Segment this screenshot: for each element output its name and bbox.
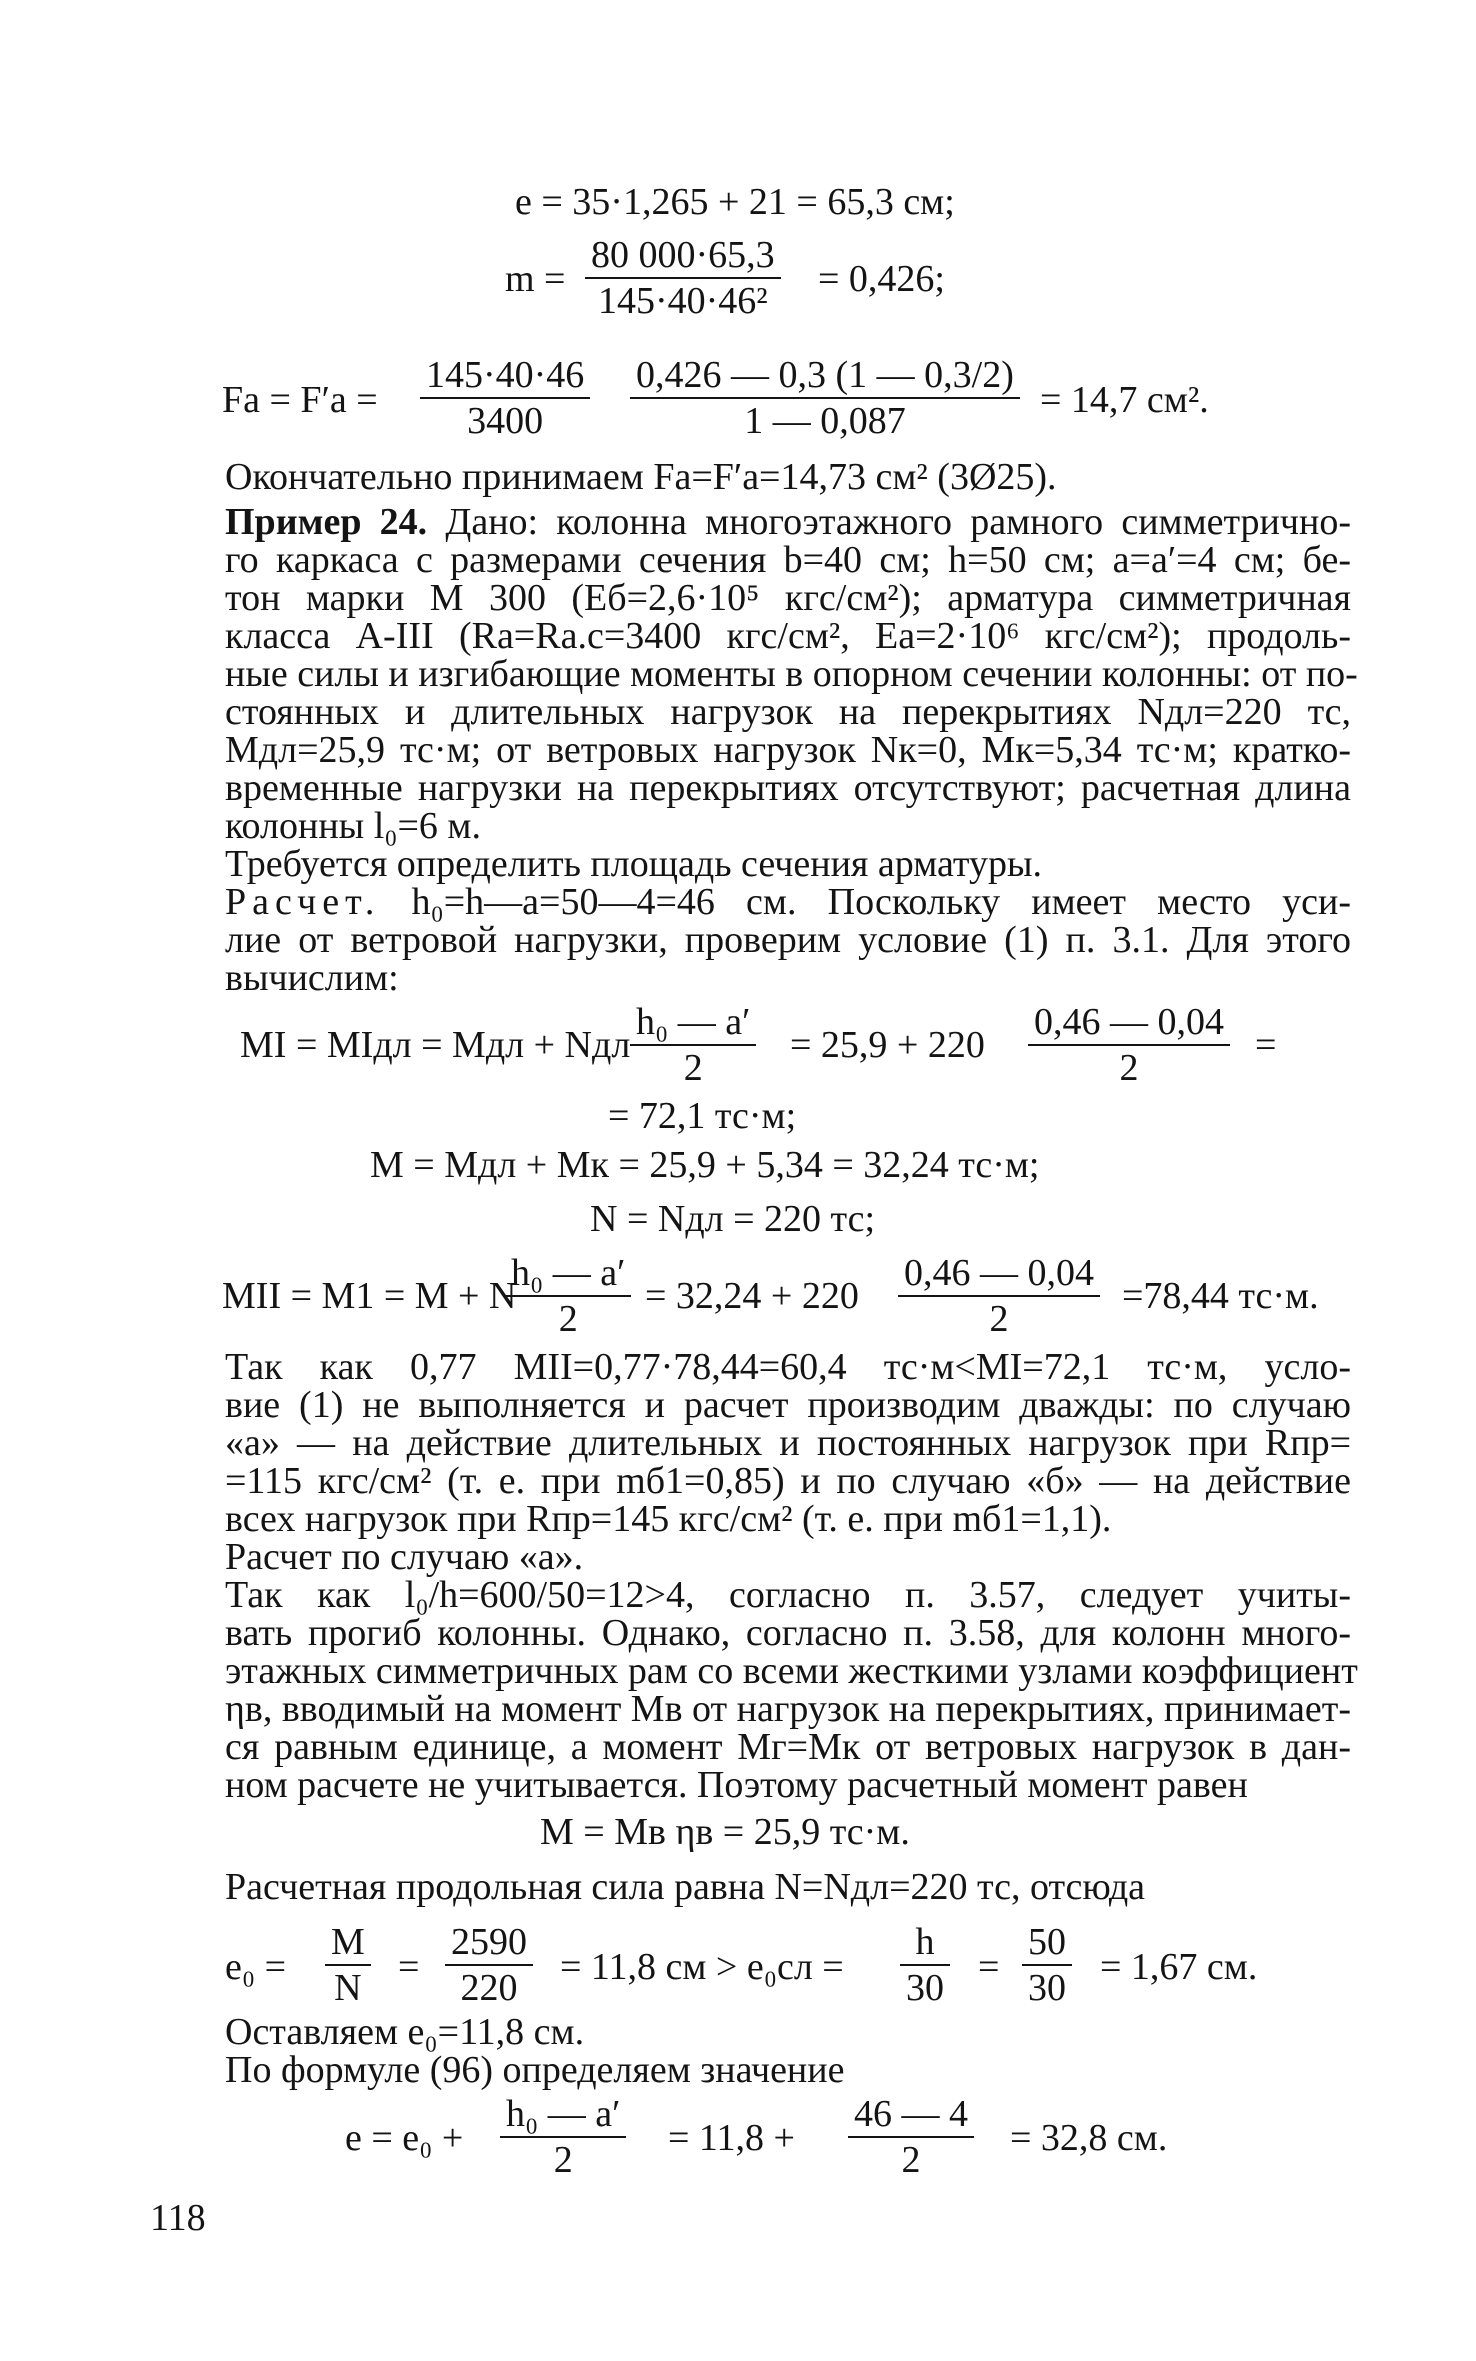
formula-e-final-numerator-2: 46 — 4: [848, 2092, 974, 2138]
keep-line: Оставляем e₀=11,8 см.: [225, 2011, 585, 2053]
formula-mii-denominator-1: 2: [558, 1298, 578, 1340]
formula-mi-result: = 72,1 тс·м;: [608, 1095, 797, 1137]
formula-mii-lhs: MII = M1 = M + N: [222, 1275, 517, 1317]
formula-fa-numerator-2: 0,426 — 0,3 (1 — 0,3/2): [630, 353, 1020, 399]
formula-mii-denominator-2: 2: [989, 1298, 1009, 1340]
formula-e-final-denominator-1: 2: [553, 2139, 573, 2181]
calc-line-0: h₀=h—a=50—4=46 см. Поскольку имеет место уси-: [411, 881, 1351, 923]
formula-e0-lhs: e₀ =: [225, 1946, 287, 1988]
formula-mii-fraction-1: [505, 1251, 631, 1341]
deflection-line-5: ном расчете не учитывается. Поэтому расчетный момент равен: [225, 1764, 1248, 1806]
formula-m-rhs: = 0,426;: [818, 258, 945, 300]
condition-line-3: =115 кгс/см² (т. е. при mб1=0,85) и по случаю «б» — на действие: [225, 1460, 1351, 1502]
formula-e0-denominator-2: 220: [460, 1967, 518, 2009]
formula-e-final-numerator-1: h₀ — a′: [500, 2092, 626, 2138]
formula-e0-numerator-3: h: [900, 1920, 950, 1966]
formula-e0-numerator-1: M: [325, 1920, 371, 1966]
formula-m-denominator: 145·40·46²: [597, 280, 768, 322]
calc-line-2: вычислим:: [225, 957, 399, 999]
deflection-line-2: этажных симметричных рам со всеми жесткими узлами коэффициент: [225, 1650, 1358, 1692]
formula-m: M = Mдл + Mк = 25,9 + 5,34 = 32,24 тс·м;: [370, 1144, 1040, 1186]
formula-fa-numerator-1: 145·40·46: [420, 353, 590, 399]
final-line: Окончательно принимаем Fa=F′a=14,73 см² (3Ø25).: [225, 456, 1057, 498]
example-line-2: тон марки М 300 (Еб=2,6·10⁵ кгс/см²); арматура симметричная: [225, 577, 1351, 619]
formula-n: N = Nдл = 220 тс;: [590, 1198, 876, 1240]
formula-e-final-fraction-1: [500, 2092, 626, 2182]
formula-e-final-fraction-2: [848, 2092, 974, 2182]
deflection-line-1: вать прогиб колонны. Однако, согласно п. 3.58, для колонн много-: [225, 1612, 1351, 1654]
formula-e0-numerator-2: 2590: [445, 1920, 533, 1966]
formula-e0-fraction-1: [325, 1920, 371, 2010]
deflection-line-0: Так как l₀/h=600/50=12>4, согласно п. 3.57, следует учиты-: [225, 1574, 1351, 1616]
formula-mi-denominator-2: 2: [1119, 1047, 1139, 1089]
example-line-7: временные нагрузки на перекрытиях отсутствуют; расчетная длина: [225, 767, 1351, 809]
example-line-1: го каркаса с размерами сечения b=40 см; h=50 см; a=a′=4 см; бе-: [225, 539, 1351, 581]
formula-e: e = 35·1,265 + 21 = 65,3 см;: [515, 181, 955, 223]
formula-fa-rhs: = 14,7 см².: [1040, 379, 1209, 421]
formula-mi-mid: = 25,9 + 220: [790, 1024, 985, 1066]
formula-mi-denominator-1: 2: [683, 1047, 703, 1089]
formula-e0-fraction-3: [900, 1920, 950, 2010]
formula-e-final-rhs: = 32,8 см.: [1010, 2117, 1168, 2159]
formula-fa-denominator-2: 1 — 0,087: [744, 400, 906, 442]
formula-mi-rhs: =: [1255, 1024, 1277, 1066]
formula-e0-numerator-4: 50: [1022, 1920, 1072, 1966]
formula-mii-numerator-1: h₀ — a′: [505, 1251, 631, 1297]
example-line-6: Mдл=25,9 тс·м; от ветровых нагрузок Nк=0, Mк=5,34 тс·м; кратко-: [225, 729, 1351, 771]
formula-mi-numerator-1: h₀ — a′: [630, 1000, 756, 1046]
calc-line-1: лие от ветровой нагрузки, проверим условие (1) п. 3.1. Для этого: [225, 919, 1351, 961]
formula-e-final-lhs: e = e₀ +: [345, 2117, 464, 2159]
formula-e0-mid: = 11,8 см > e₀сл =: [560, 1946, 844, 1988]
formula-e0-denominator-4: 30: [1028, 1967, 1066, 2009]
force-line: Расчетная продольная сила равна N=Nдл=220 тс, отсюда: [225, 1866, 1146, 1908]
example-line-0: Дано: колонна многоэтажного рамного симметрично-: [445, 501, 1351, 543]
example-line-4: ные силы и изгибающие моменты в опорном сечении колонны: от по-: [225, 653, 1358, 695]
formula-e-final-denominator-2: 2: [901, 2139, 921, 2181]
example-line-3: класса А-III (Ra=Ra.c=3400 кгс/см², Ea=2·10⁶ кгс/см²); продоль-: [225, 615, 1351, 657]
formula-m-fraction: [585, 233, 781, 323]
page-number: 118: [150, 2197, 206, 2239]
condition-line-2: «а» — на действие длительных и постоянных нагрузок при Rпр=: [225, 1422, 1351, 1464]
formula-e0-fraction-4: [1022, 1920, 1072, 2010]
condition-line-4: всех нагрузок при Rпр=145 кгс/см² (т. е. при mб1=1,1).: [225, 1498, 1112, 1540]
deflection-line-3: ηв, вводимый на момент Mв от нагрузок на перекрытиях, принимает-: [225, 1688, 1351, 1730]
formula-mv: M = Mв ηв = 25,9 тс·м.: [540, 1811, 910, 1853]
example-label: Пример 24.: [225, 501, 428, 543]
formula-e0-rhs: = 1,67 см.: [1100, 1946, 1258, 1988]
formula-e-final-mid: = 11,8 +: [668, 2117, 795, 2159]
formula-reference-line: По формуле (96) определяем значение: [225, 2049, 845, 2091]
formula-mi-lhs: MI = MIдл = Mдл + Nдл: [240, 1024, 631, 1066]
formula-mii-numerator-2: 0,46 — 0,04: [898, 1251, 1100, 1297]
formula-m-numerator: 80 000·65,3: [585, 233, 781, 279]
formula-e0-denominator-3: 30: [906, 1967, 944, 2009]
formula-mi-numerator-2: 0,46 — 0,04: [1028, 1000, 1230, 1046]
calc-label: Расчет.: [225, 881, 381, 923]
formula-m-lhs: m =: [505, 258, 566, 300]
case-a-heading: Расчет по случаю «а».: [225, 1536, 584, 1578]
formula-fa-lhs: Fa = F′a =: [222, 379, 378, 421]
formula-mi-fraction-2: [1028, 1000, 1230, 1090]
requirement-line: Требуется определить площадь сечения арматуры.: [225, 843, 1042, 885]
formula-e0-denominator-1: N: [334, 1967, 362, 2009]
formula-fa-denominator-1: 3400: [467, 400, 544, 442]
formula-mii-mid: = 32,24 + 220: [645, 1275, 859, 1317]
formula-mii-rhs: =78,44 тс·м.: [1122, 1275, 1319, 1317]
condition-line-0: Так как 0,77 MII=0,77·78,44=60,4 тс·м<MI=72,1 тс·м, усло-: [225, 1346, 1351, 1388]
formula-mii-fraction-2: [898, 1251, 1100, 1341]
formula-mi-fraction-1: [630, 1000, 756, 1090]
formula-fa-fraction-1: [420, 353, 590, 443]
formula-e0-fraction-2: [445, 1920, 533, 2010]
formula-e0-eq-2: =: [978, 1946, 1000, 1988]
example-line-8: колонны l₀=6 м.: [225, 805, 481, 847]
formula-e0-eq-1: =: [398, 1946, 420, 1988]
deflection-line-4: ся равным единице, а момент Mг=Mк от ветровых нагрузок в дан-: [225, 1726, 1351, 1768]
formula-fa-fraction-2: [630, 353, 1020, 443]
condition-line-1: вие (1) не выполняется и расчет производим дважды: по случаю: [225, 1384, 1351, 1426]
example-line-5: стоянных и длительных нагрузок на перекрытиях Nдл=220 тс,: [225, 691, 1351, 733]
